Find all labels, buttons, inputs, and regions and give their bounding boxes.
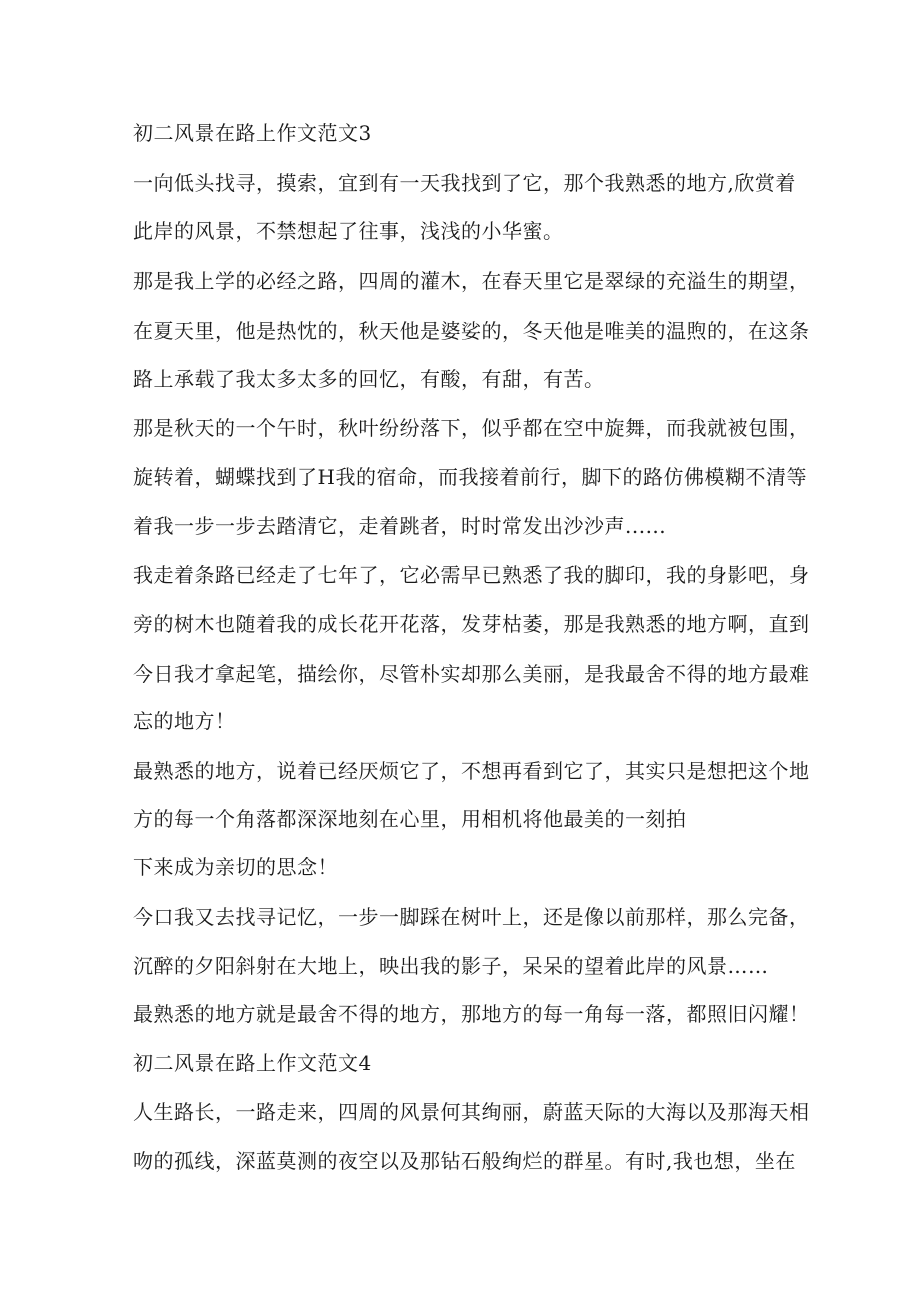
paragraph-line: 我走着条路已经走了七年了，它必需早已熟悉了我的脚印，我的身影吧，身 <box>133 563 810 587</box>
paragraph-line: 最熟悉的地方，说着已经厌烦它了，不想再看到它了，其实只是想把这个地 <box>133 759 810 783</box>
paragraph-line: 在夏天里，他是热忱的，秋天他是婆娑的，冬天他是唯美的温煦的，在这条 <box>133 319 810 343</box>
paragraph-line: 一向低头找寻，摸索，宜到有一天我找到了它，那个我熟悉的地方,欣赏着 <box>133 171 796 195</box>
paragraph-line: 方的每一个角落都深深地刻在心里，用相机将他最美的一刻拍 <box>133 807 687 831</box>
paragraph-line: 那是秋天的一个午时，秋叶纷纷落下，似乎都在空中旋舞，而我就被包围， <box>133 416 810 440</box>
paragraph-line: 人生路长，一路走来，四周的风景何其绚丽，蔚蓝天际的大海以及那海天相 <box>133 1100 810 1124</box>
paragraph-line: 旋转着，蝴蝶找到了H我的宿命，而我接着前行，脚下的路仿佛模糊不清等 <box>133 465 807 489</box>
paragraph-line: 着我一步一步去踏清它，走着跳者，时时常发出沙沙声...... <box>133 514 667 538</box>
paragraph-line: 此岸的风景，不禁想起了往事，浅浅的小华蜜。 <box>133 219 564 243</box>
paragraph-line: 下来成为亲切的思念！ <box>133 855 338 879</box>
paragraph-line: 吻的孤线，深蓝莫测的夜空以及那钻石般绚烂的群星。有时,我也想，坐在 <box>133 1149 796 1173</box>
heading-essay-3: 初二风景在路上作文范文3 <box>133 121 372 145</box>
paragraph-line: 忘的地方！ <box>133 709 236 733</box>
paragraph-line: 沉醉的夕阳斜射在大地上，映出我的影子，呆呆的望着此岸的风景…… <box>133 954 769 978</box>
paragraph-line: 今日我才拿起笔，描绘你，尽管朴实却那么美丽，是我最舍不得的地方最难 <box>133 662 810 686</box>
heading-essay-4: 初二风景在路上作文范文4 <box>133 1051 372 1075</box>
paragraph-line: 最熟悉的地方就是最舍不得的地方，那地方的每一角每一落，都照旧闪耀！ <box>133 1002 810 1026</box>
paragraph-line: 那是我上学的必经之路，四周的灌木，在春天里它是翠绿的充溢生的期望， <box>133 269 810 293</box>
paragraph-line: 路上承载了我太多太多的回忆，有酸，有甜，有苦。 <box>133 367 605 391</box>
paragraph-line: 今口我又去找寻记忆，一步一脚踩在树叶上，还是像以前那样，那么完备， <box>133 905 810 929</box>
paragraph-line: 旁的树木也随着我的成长花开花落，发芽枯萎，那是我熟悉的地方啊，直到 <box>133 612 810 636</box>
